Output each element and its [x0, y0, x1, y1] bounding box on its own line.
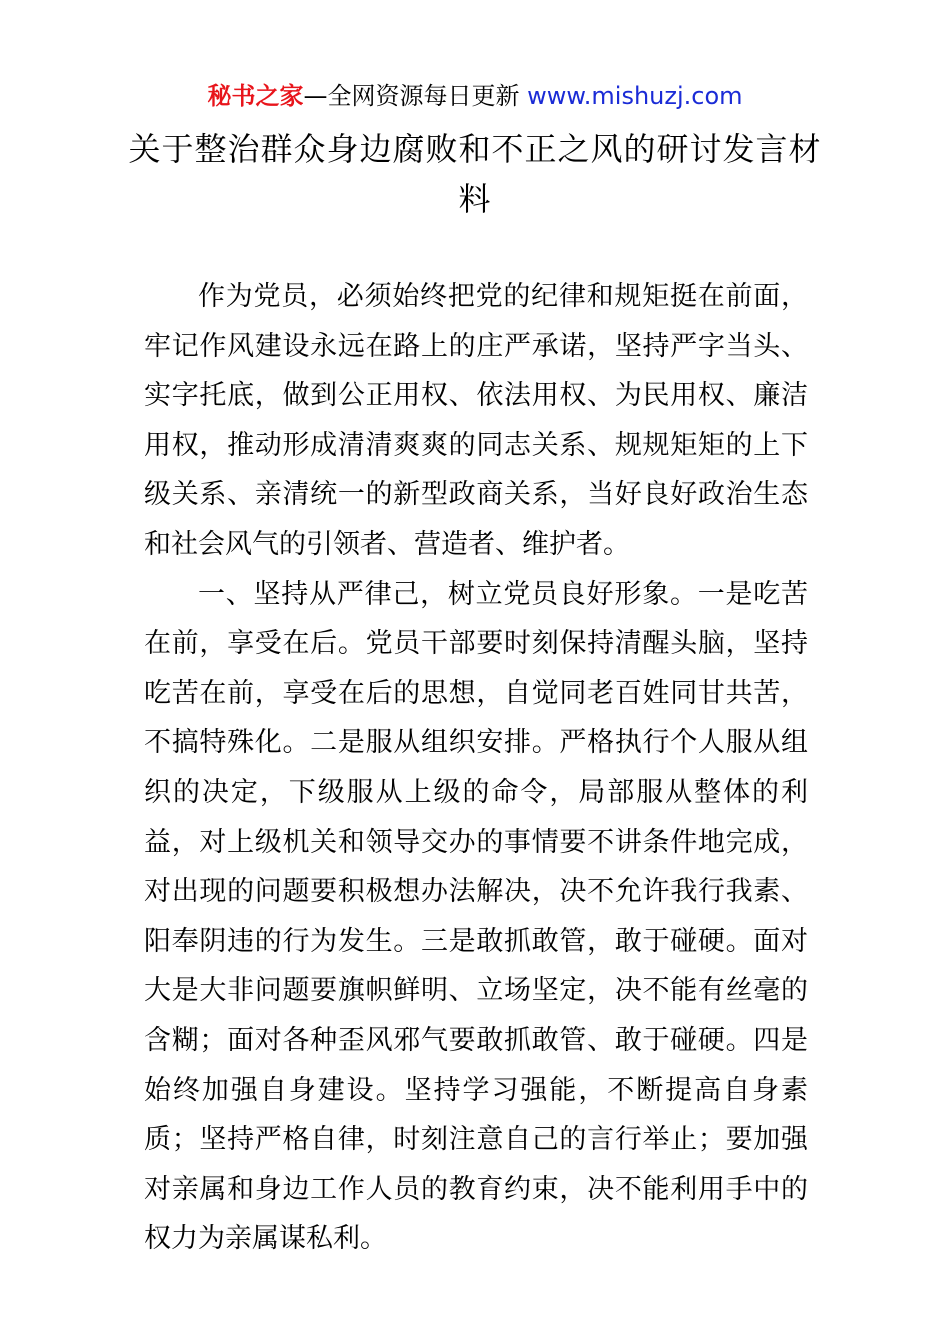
site-tagline: —全网资源每日更新	[303, 82, 520, 110]
site-header	[0, 80, 950, 112]
paragraph-intro: 作为党员，必须始终把党的纪律和规矩挺在前面，牢记作风建设永远在路上的庄严承诺，坚持严字当头、实字托底，做到公正用权、依法用权、为民用权、廉洁用权，推动形成清清爽爽的同志关系、规规矩矩的上下级关系、亲清统一的新型政商关系，当好良好政治生态和社会风气的引领者、营造者、维护者。	[144, 281, 808, 560]
document-title: 关于整治群众身边腐败和不正之风的研讨发言材料	[128, 130, 822, 218]
site-brand: 秘书之家	[207, 82, 304, 110]
document-body	[144, 272, 808, 1264]
paragraph-section-one: 一、坚持从严律己，树立党员良好形象。一是吃苦在前，享受在后。党员干部要时刻保持清醒头脑，坚持吃苦在前，享受在后的思想，自觉同老百姓同甘共苦，不搞特殊化。二是服从组织安排。严格执行个人服从组织的决定，下级服从上级的命令，局部服从整体的利益，对上级机关和领导交办的事情要不讲条件地完成，对出现的问题要积极想办法解决，决不允许我行我素、阳奉阴违的行为发生。三是敢抓敢管，敢于碰硬。面对大是大非问题要旗帜鲜明、立场坚定，决不能有丝毫的含糊；面对各种歪风邪气要敢抓敢管、敢于碰硬。四是始终加强自身建设。坚持学习强能，不断提高自身素质；坚持严格自律，时刻注意自己的言行举止；要加强对亲属和身边工作人员的教育约束，决不能利用手中的权力为亲属谋私利。	[144, 578, 808, 1255]
site-url-link[interactable]: www.mishuzj.com	[527, 82, 743, 110]
